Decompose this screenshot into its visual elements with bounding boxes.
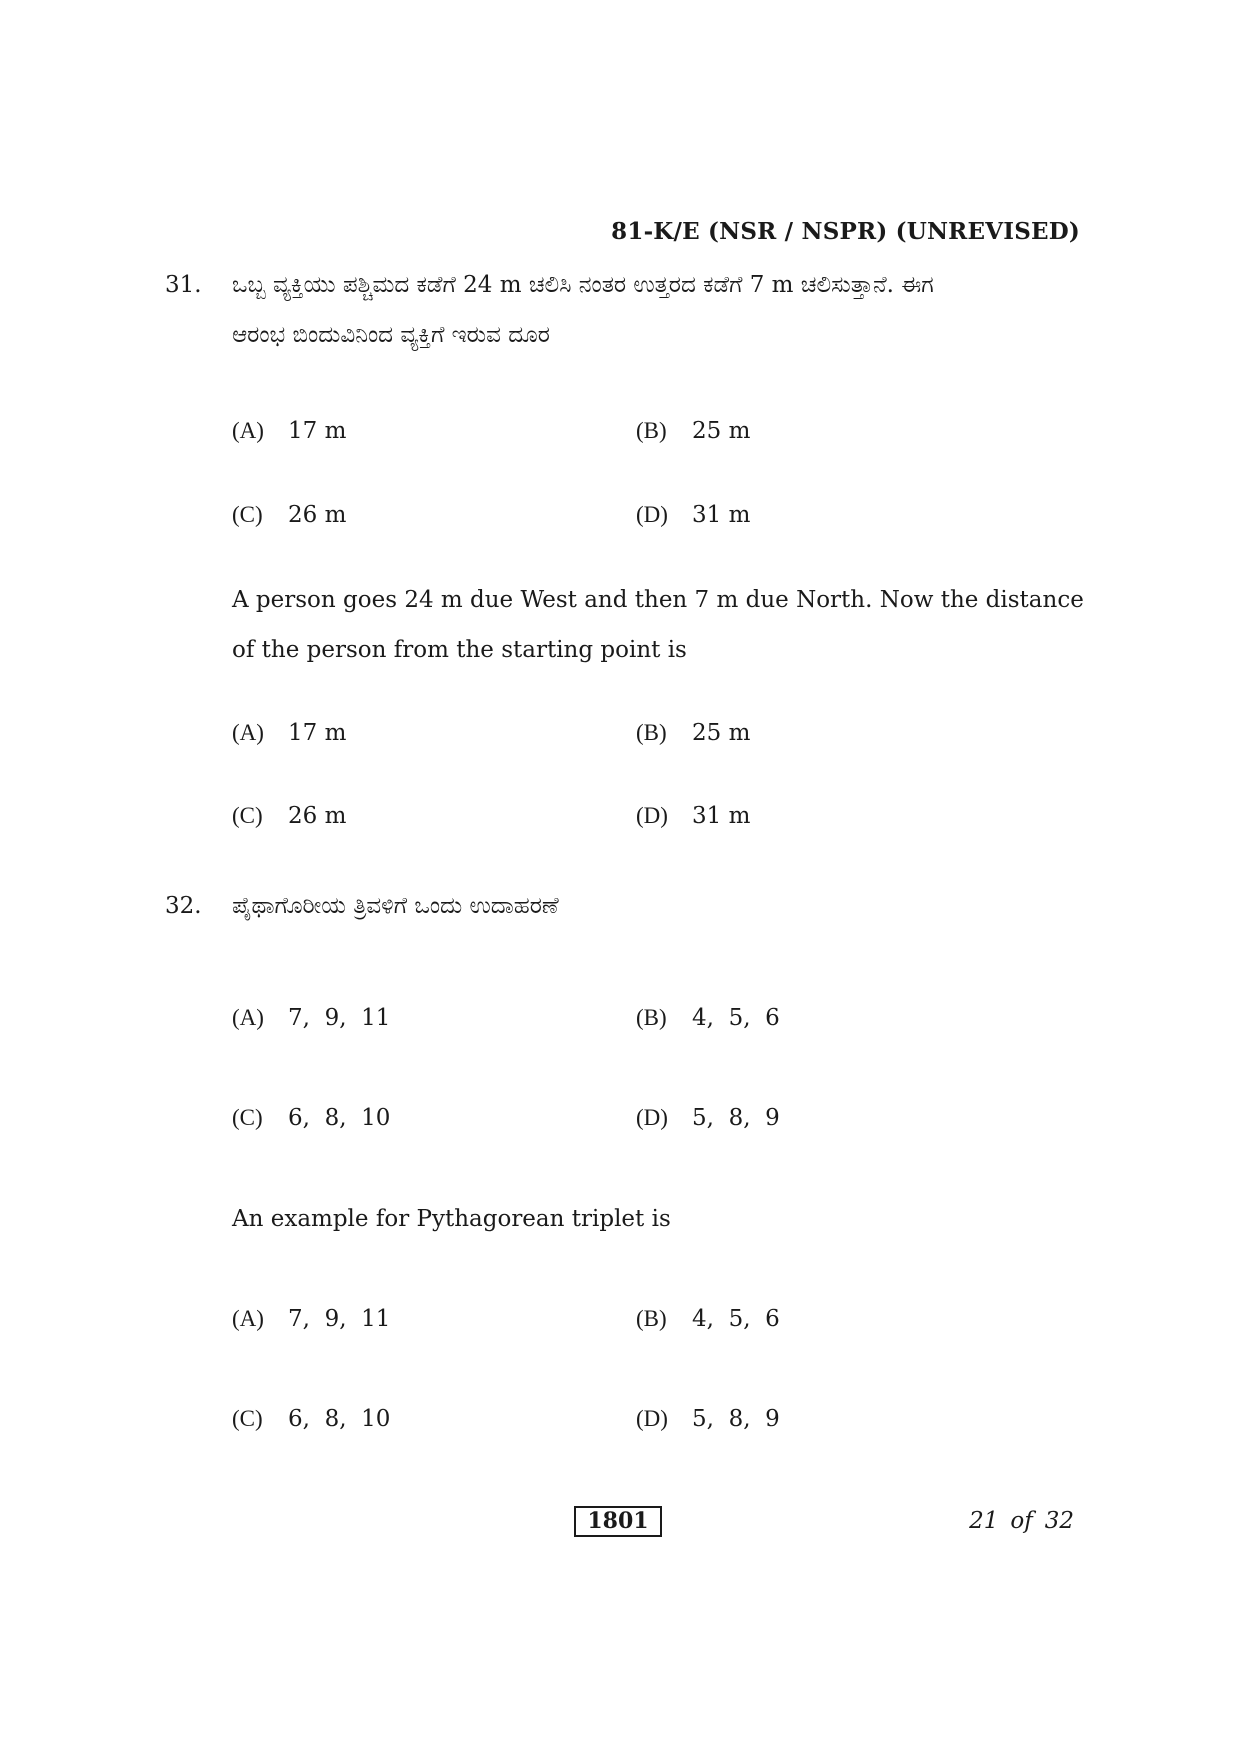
q32-en-option-c [232, 1406, 390, 1432]
option-label: (C) [232, 502, 263, 527]
option-label: (D) [636, 803, 668, 828]
option-label: (A) [232, 418, 264, 443]
option-text: 26 m [288, 502, 347, 528]
option-label: (B) [636, 720, 667, 745]
option-label: (B) [636, 1306, 667, 1331]
option-text: 25 m [692, 418, 751, 444]
paper-code-title: 81-K/E (NSR / NSPR) (UNREVISED) [611, 218, 1080, 245]
q31-en-option-b [636, 720, 750, 746]
question-32-english-line-1: An example for Pythagorean triplet is [232, 1206, 671, 1232]
option-label: (A) [232, 720, 264, 745]
q31-kn-option-c [232, 502, 346, 528]
question-32-kannada-line-1: ಪೈಥಾಗೊರೀಯ ತ್ರಿವಳಿಗೆ ಒಂದು ಉದಾಹರಣೆ [232, 893, 559, 919]
option-label: (A) [232, 1005, 264, 1030]
option-text: 4, 5, 6 [692, 1306, 780, 1332]
page-current: 21 [969, 1508, 999, 1534]
option-text: 4, 5, 6 [692, 1005, 780, 1031]
q32-en-option-d [636, 1406, 780, 1432]
option-text: 25 m [692, 720, 751, 746]
option-text: 17 m [288, 418, 347, 444]
option-text: 26 m [288, 803, 347, 829]
option-text: 31 m [692, 803, 751, 829]
q31-en-option-c [232, 803, 346, 829]
q32-kn-option-c [232, 1105, 390, 1131]
question-31-kannada-line-1: ಒಬ್ಬ ವ್ಯಕ್ತಿಯು ಪಶ್ಚಿಮದ ಕಡೆಗೆ 24 m ಚಲಿಸಿ ನಂತರ ಉತ್ತರದ ಕಡೆಗೆ 7 m ಚಲಿಸುತ್ತಾನೆ. ಈಗ [232, 272, 934, 298]
option-text: 31 m [692, 502, 751, 528]
paper-code-box: 1801 [574, 1506, 662, 1537]
option-label: (D) [636, 502, 668, 527]
q32-en-option-b [636, 1306, 780, 1332]
question-32-number: 32. [165, 893, 202, 919]
q31-kn-option-d [636, 502, 750, 528]
page-number [963, 1508, 1080, 1534]
q32-kn-option-d [636, 1105, 780, 1131]
page-of: of [1010, 1508, 1033, 1534]
option-text: 7, 9, 11 [288, 1005, 391, 1031]
option-label: (D) [636, 1406, 668, 1431]
option-text: 6, 8, 10 [288, 1406, 391, 1432]
option-text: 17 m [288, 720, 347, 746]
option-label: (C) [232, 1406, 263, 1431]
question-31-english-line-2: of the person from the starting point is [232, 637, 687, 663]
option-text: 5, 8, 9 [692, 1105, 780, 1131]
q31-en-option-d [636, 803, 750, 829]
q31-kn-option-a [232, 418, 346, 444]
option-text: 6, 8, 10 [288, 1105, 391, 1131]
option-text: 7, 9, 11 [288, 1306, 391, 1332]
q32-en-option-a [232, 1306, 390, 1332]
option-label: (C) [232, 803, 263, 828]
option-label: (B) [636, 418, 667, 443]
q32-kn-option-b [636, 1005, 780, 1031]
option-label: (B) [636, 1005, 667, 1030]
question-31-english-line-1: A person goes 24 m due West and then 7 m due North. Now the distance [232, 587, 1084, 613]
q32-kn-option-a [232, 1005, 390, 1031]
option-label: (D) [636, 1105, 668, 1130]
q31-kn-option-b [636, 418, 750, 444]
question-31-kannada-line-2: ಆರಂಭ ಬಿಂದುವಿನಿಂದ ವ್ಯಕ್ತಿಗೆ ಇರುವ ದೂರ [232, 322, 550, 348]
page-total: 32 [1044, 1508, 1074, 1534]
option-text: 5, 8, 9 [692, 1406, 780, 1432]
question-31-number: 31. [165, 272, 202, 298]
option-label: (C) [232, 1105, 263, 1130]
option-label: (A) [232, 1306, 264, 1331]
q31-en-option-a [232, 720, 346, 746]
